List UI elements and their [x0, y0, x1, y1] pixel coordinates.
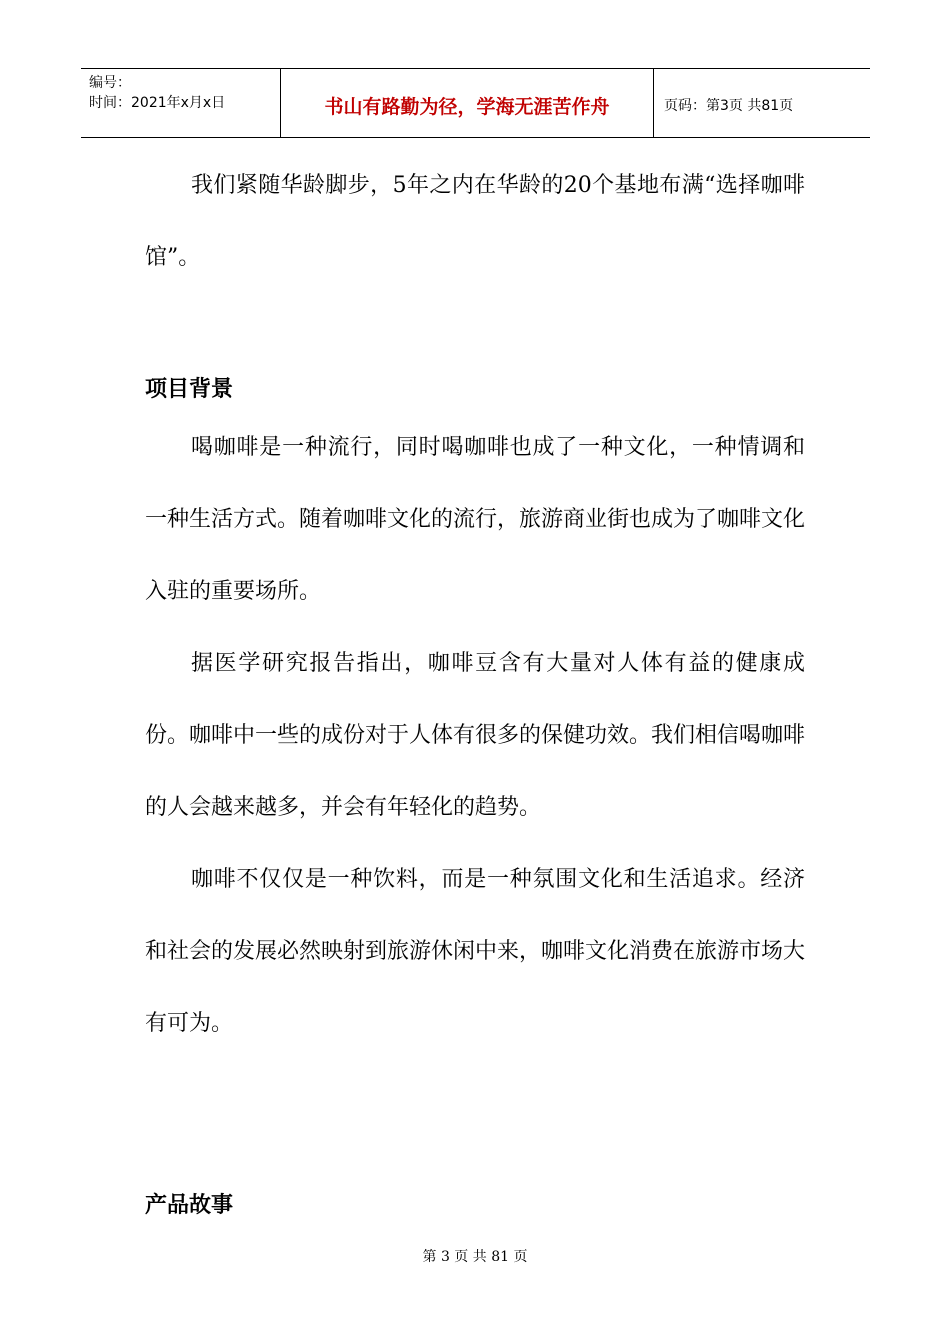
paragraph-market: 咖啡不仅仅是一种饮料，而是一种氛围文化和生活追求。经济和社会的发展必然映射到旅游休闲中来，咖啡文化消费在旅游市场大有可为。: [145, 867, 806, 1036]
section-heading-story: 产品故事: [145, 1193, 234, 1218]
section-heading-background: 项目背景: [145, 377, 234, 402]
header-motto: 书山有路勤为径，学海无涯苦作舟: [281, 69, 654, 137]
date-label: 时间：2021年x月x日: [89, 95, 226, 111]
paragraph-health: 据医学研究报告指出，咖啡豆含有大量对人体有益的健康成份。咖啡中一些的成份对于人体有很多的保健功效。我们相信喝咖啡的人会越来越多，并会有年轻化的趋势。: [145, 651, 806, 820]
background-section: [145, 412, 805, 1060]
code-label: 编号：: [89, 75, 131, 91]
document-body: [145, 150, 805, 294]
page-footer: 第 3 页 共 81 页: [422, 1249, 528, 1265]
paragraph-culture: 喝咖啡是一种流行，同时喝咖啡也成了一种文化，一种情调和一种生活方式。随着咖啡文化的流行，旅游商业街也成为了咖啡文化入驻的重要场所。: [145, 435, 806, 604]
header-page-info: 页码：第3页 共81页: [664, 98, 794, 114]
paragraph-intro: 我们紧随华龄脚步，5年之内在华龄的20个基地布满“选择咖啡馆”。: [145, 173, 805, 270]
header-meta: [81, 69, 281, 137]
page-header: [81, 68, 870, 138]
